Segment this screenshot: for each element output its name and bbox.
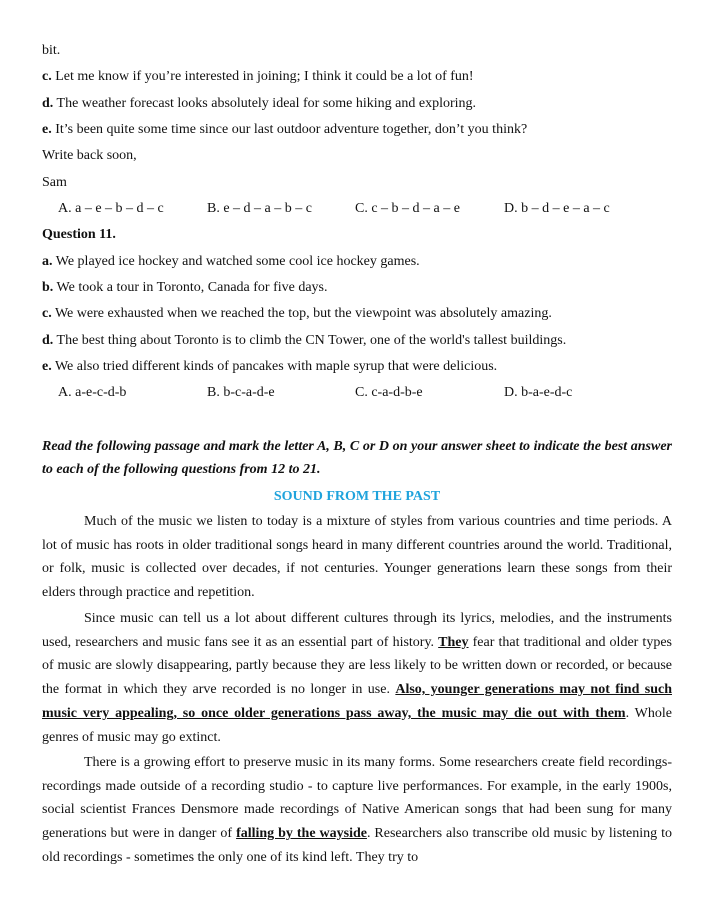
item-letter: e. [42, 122, 52, 137]
q10-line-continuation: bit. [42, 43, 61, 58]
underlined-phrase: falling by the wayside [236, 826, 367, 842]
q11-item-e [42, 358, 497, 376]
question-11-heading: Question 11. [42, 227, 116, 242]
item-letter: d. [42, 96, 54, 111]
item-text: We also tried different kinds of pancakes with maple syrup that were delicious. [51, 359, 498, 374]
option-d[interactable]: D. b-a-e-d-c [504, 385, 573, 400]
item-text: We took a tour in Toronto, Canada for five days. [53, 280, 328, 295]
passage-paragraph-2 [42, 607, 672, 749]
item-text: The weather forecast looks absolutely ideal for some hiking and exploring. [53, 96, 477, 111]
q10-item-e [42, 121, 527, 139]
item-letter: c. [42, 69, 52, 84]
letter-signature: Sam [42, 175, 67, 190]
q10-item-d [42, 95, 476, 113]
option-b[interactable]: B. e – d – a – b – c [207, 201, 312, 216]
reading-instruction: Read the following passage and mark the letter A, B, C or D on your answer sheet to indicate the best answer to each of the following questions from 12 to 21. [42, 439, 672, 477]
q10-item-c [42, 68, 474, 86]
item-letter: d. [42, 333, 54, 348]
item-letter: a. [42, 254, 53, 269]
paragraph-text: fear that traditional and older types of music are slowly disappearing, partly because they are less likely to be written down or recorded, or because the format in which they arve recorded is no longer in use. [42, 634, 672, 698]
item-text: Let me know if you’re interested in joining; I think it could be a lot of fun! [51, 69, 474, 84]
letter-closing: Write back soon, [42, 148, 137, 163]
item-letter: c. [42, 306, 52, 321]
q11-item-c [42, 305, 552, 323]
item-text: We were exhausted when we reached the top, but the viewpoint was absolutely amazing. [51, 306, 552, 321]
passage-title: SOUND FROM THE PAST [273, 489, 441, 504]
item-text: We played ice hockey and watched some cool ice hockey games. [52, 254, 420, 269]
paragraph-text: . Researchers also transcribe old music by listening to old recordings - sometimes the only one of its kind left. They try to [42, 826, 672, 865]
option-c[interactable]: C. c-a-d-b-e [355, 385, 423, 400]
option-b[interactable]: B. b-c-a-d-e [207, 385, 275, 400]
passage-paragraph-3 [42, 751, 672, 870]
option-c[interactable]: C. c – b – d – a – e [355, 201, 460, 216]
paragraph-text: . Whole genres of music may go extinct. [42, 705, 672, 745]
item-letter: e. [42, 359, 52, 374]
q11-item-a [42, 253, 420, 271]
item-letter: b. [42, 280, 54, 295]
q11-item-b [42, 279, 328, 297]
q11-item-d [42, 332, 566, 350]
item-text: It’s been quite some time since our last outdoor adventure together, don’t you think? [51, 122, 528, 137]
paragraph-text: There is a growing effort to preserve music in its many forms. Some researchers create field recordings- recordings made outside of a recording studio - to capture live performances. For example, in the early 1900s, social scientist Frances Densmore made recordings of Native American songs that had been sung for many generations but were in danger of [42, 755, 672, 842]
paragraph-text: Since music can tell us a lot about different cultures through its lyrics, melodies, and the instruments used, researchers and music fans see it as an essential part of history. [42, 611, 672, 650]
option-a[interactable]: A. a-e-c-d-b [58, 385, 127, 400]
underlined-sentence: Also, younger generations may not find such music very appealing, so once older generations pass away, the music may die out with them [42, 682, 672, 721]
option-a[interactable]: A. a – e – b – d – c [58, 201, 164, 216]
option-d[interactable]: D. b – d – e – a – c [504, 201, 610, 216]
passage-paragraph-1: Much of the music we listen to today is a mixture of styles from various countries and time periods. A lot of music has roots in older traditional songs heard in many different countries around the world. Traditional, or folk, music is collected over decades, if not centuries. Younger generations learn these songs from their elders through practice and repetition. [42, 514, 672, 601]
underlined-word-they: They [438, 634, 469, 650]
item-text: The best thing about Toronto is to climb the CN Tower, one of the world's tallest buildings. [53, 333, 567, 348]
